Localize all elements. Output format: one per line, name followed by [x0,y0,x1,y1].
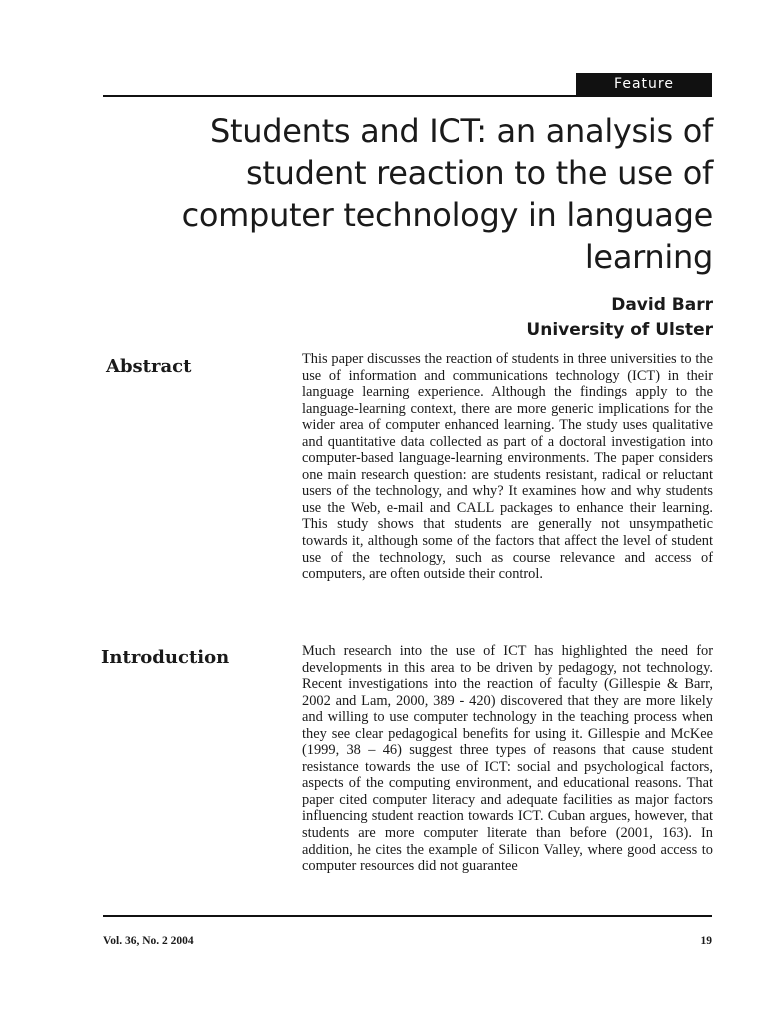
introduction-heading: Introduction [101,647,230,668]
bottom-rule [103,915,712,917]
top-rule [103,95,712,97]
abstract-heading: Abstract [106,356,192,377]
introduction-text: Much research into the use of ICT has highlighted the need for developments in this area to be driven by pedagogy, not technology. Recent investigations into the reaction of faculty (Gillespie & Barr, 2002 and Lam, 2000, 389 - 420) discovered that they are more likely and willing to use computer technology in the teaching process when they see clear pedagogical benefits for using it. Gillespie and McKee (1999, 38 – 46) suggest three types of reasons that cause student resistance towards the use of ICT: social and psychological factors, aspects of the computing environment, and educational reasons. That paper cited computer literacy and adequate facilities as major factors influencing student reaction towards ICT. Cuban argues, however, that students are more computer literate than before (2001, 163). In addition, he cites the example of Silicon Valley, where good access to computer resources did not guarantee [302,643,713,875]
article-title: Students and ICT: an analysis of student reaction to the use of computer technology in language learning [181,112,713,276]
abstract-text: This paper discusses the reaction of students in three universities to the use of information and communications technology (ICT) in their language learning experience. Although the findings apply to the language-learning context, there are more generic implications for the wider area of computer enhanced learning. The study uses qualitative and quantitative data collected as part of a doctoral investigation into computer-based language-learning environments. The paper considers one main research question: are students resistant, radical or reluctant users of the technology, and why? It examines how and why students use the Web, e-mail and CALL packages to enhance their learning. This study shows that students are generally not unsympathetic towards it, although some of the factors that affect the level of student use of the technology, such as course relevance and access of computers, are often outside their control. [302,351,713,583]
author-affiliation: University of Ulster [526,320,713,340]
feature-label: Feature [576,73,712,95]
author-name: David Barr [611,295,713,315]
page-number: 19 [700,935,712,947]
footer-volume: Vol. 36, No. 2 2004 [103,935,194,947]
